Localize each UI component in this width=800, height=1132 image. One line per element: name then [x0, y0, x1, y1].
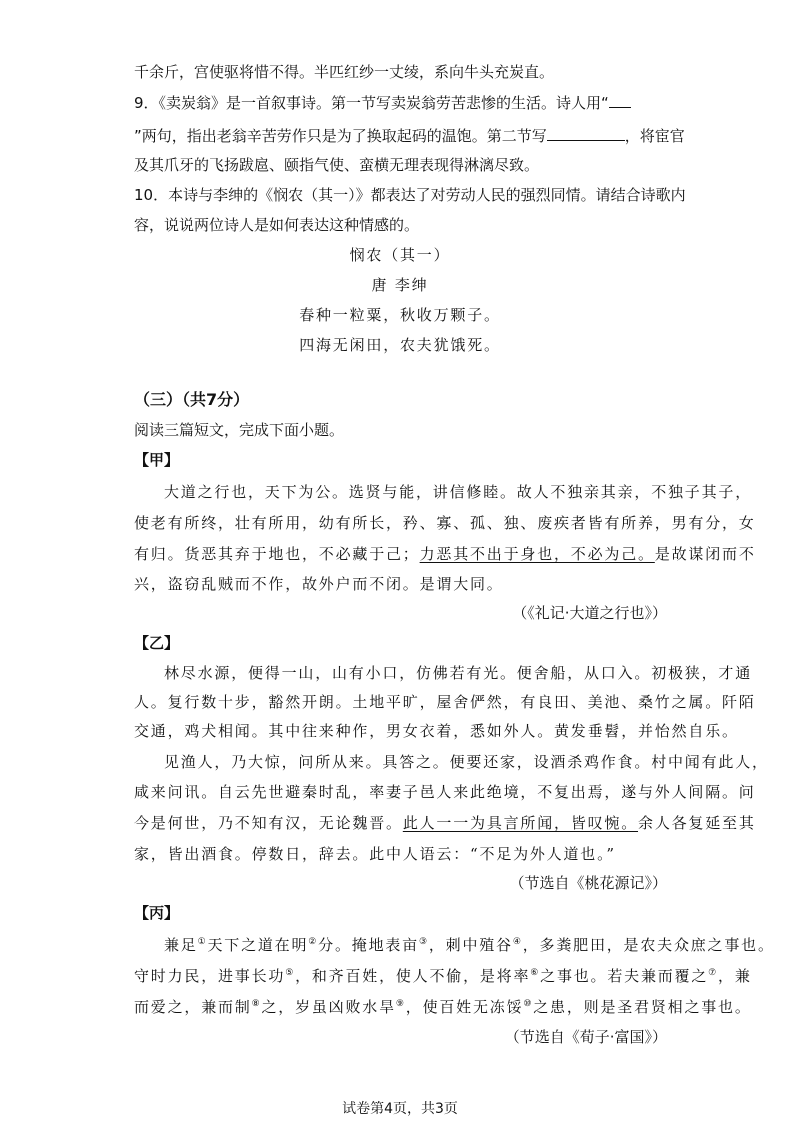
passage-text: 之，岁虽凶败水旱 — [261, 998, 396, 1016]
passage-source: （节选自《桃花源记》） — [509, 874, 667, 892]
footnote-marker: ⑩ — [523, 999, 534, 1009]
passage-text: 兼足 — [164, 936, 198, 954]
question-10-line-2: 容，说说两位诗人是如何表达这种情感的。 — [134, 216, 420, 234]
footnote-marker: ② — [308, 937, 319, 947]
footnote-marker: ⑨ — [395, 999, 406, 1009]
passage-text: 守时力民，进事长功 — [134, 967, 286, 985]
question-9-text: 9．《卖炭翁》是一首叙事诗。第一节写卖炭翁劳苦悲惨的生活。诗人用“ — [134, 94, 609, 112]
passage-line: 林尽水源，便得一山，山有小口，仿佛若有光。便舍船，从口入。初极狭，才通 — [164, 664, 753, 682]
passage-line: 大道之行也，天下为公。选贤与能，讲信修睦。故人不独亲其亲，不独子其子， — [164, 483, 753, 501]
passage-line: 交通，鸡犬相闻。其中往来种作，男女衣着，悉如外人。黄发垂髫，并怡然自乐。 — [134, 722, 739, 740]
passage-text: ，和齐百姓，使人不偷，是将率 — [295, 967, 531, 985]
passage-label-bing: 【丙】 — [134, 904, 180, 922]
passage-line: 家，皆出酒食。停数日，辞去。此中人语云：“不足为外人道也。” — [134, 845, 616, 863]
question-10: 10．本诗与李绅的《悯农（其一）》都表达了对劳动人民的强烈同情。请结合诗歌内 — [134, 186, 686, 204]
passage-text: 有归。货恶其弃于地也，不必藏于己； — [134, 545, 420, 563]
section-instruction: 阅读三篇短文，完成下面小题。 — [134, 421, 345, 439]
poem-title: 悯农（其一） — [349, 246, 451, 264]
underlined-sentence: 此人一一为具言所闻，皆叹惋。 — [402, 814, 639, 832]
passage-label-yi: 【乙】 — [134, 634, 180, 652]
section-heading: （三）（共7分） — [134, 390, 250, 409]
passage-text: ，刺中殖谷 — [428, 936, 513, 954]
passage-line: 人。复行数十步，豁然开朗。土地平旷，屋舍俨然，有良田、美池、桑竹之属。阡陌 — [134, 693, 756, 711]
answer-blank[interactable] — [609, 93, 631, 108]
question-9-text: ，将宦官 — [624, 127, 685, 145]
passage-line: 兴，盗窃乱贼而不作，故外户而不闭。是谓大同。 — [134, 575, 504, 593]
passage-source: （《礼记·大道之行也》） — [512, 604, 667, 622]
passage-text: ，兼 — [718, 967, 752, 985]
passage-line: 见渔人，乃大惊，问所从来。具答之。便要还家，设酒杀鸡作食。村中闻有此人， — [164, 753, 769, 771]
answer-blank[interactable] — [547, 126, 625, 141]
passage-label-jia: 【甲】 — [134, 451, 180, 469]
passage-line — [134, 966, 800, 986]
question-9-line-3: 及其爪牙的飞扬跋扈、颐指气使、蛮横无理表现得淋漓尽致。 — [134, 156, 540, 174]
question-9-text: ”两句，指出老翁辛苦劳作只是为了换取起码的温饱。第二节写 — [134, 127, 547, 145]
passage-line: 咸来问讯。自云先世避秦时乱，率妻子邑人来此绝境，不复出焉，遂与外人间隔。问 — [134, 783, 756, 801]
question-9 — [134, 93, 800, 113]
passage-text: ，多粪肥田，是农夫众庶之事也。 — [522, 936, 775, 954]
passage-text: 余人各复延至其 — [638, 814, 756, 832]
passage-line: 使老有所终，壮有所用，幼有所长，矜、寡、孤、独、废疾者皆有所养，男有分，女 — [134, 514, 756, 532]
passage-text: 是故谋闭而不 — [654, 545, 756, 563]
passage-source: （节选自《荀子·富国》） — [504, 1028, 667, 1046]
footnote-marker: ⑥ — [530, 968, 541, 978]
passage-text: 之事也。若夫兼而覆之 — [540, 967, 709, 985]
poem-line: 四海无闲田，农夫犹饿死。 — [299, 336, 501, 354]
passage-line — [164, 935, 800, 955]
passage-text: 而爱之，兼而制 — [134, 998, 252, 1016]
footnote-marker: ① — [197, 937, 208, 947]
passage-line — [134, 813, 800, 833]
footnote-marker: ⑦ — [708, 968, 719, 978]
passage-text: ，使百姓无冻馁 — [405, 998, 524, 1016]
footnote-marker: ④ — [512, 937, 523, 947]
passage-text: 天下之道在明 — [207, 936, 309, 954]
text-line: 千余斤，宫使驱将惜不得。半匹红纱一丈绫，系向牛头充炭直。 — [134, 63, 555, 81]
poem-author: 唐 李绅 — [371, 276, 429, 294]
page-footer: 试卷第4页，共3页 — [342, 1101, 458, 1117]
poem-line: 春种一粒粟，秋收万颗子。 — [299, 306, 501, 324]
passage-line — [134, 544, 800, 564]
footnote-marker: ⑤ — [285, 968, 296, 978]
question-9-line-2 — [134, 126, 800, 146]
passage-text: 今是何世，乃不知有汉，无论魏晋。 — [134, 814, 403, 832]
underlined-sentence: 力恶其不出于身也，不必为己。 — [419, 545, 655, 563]
passage-line — [134, 997, 800, 1017]
passage-text: 分。掩地表亩 — [318, 936, 419, 954]
footnote-marker: ③ — [418, 937, 429, 947]
passage-text: 之患，则是圣君贤相之事也。 — [533, 998, 752, 1016]
footnote-marker: ⑧ — [251, 999, 262, 1009]
